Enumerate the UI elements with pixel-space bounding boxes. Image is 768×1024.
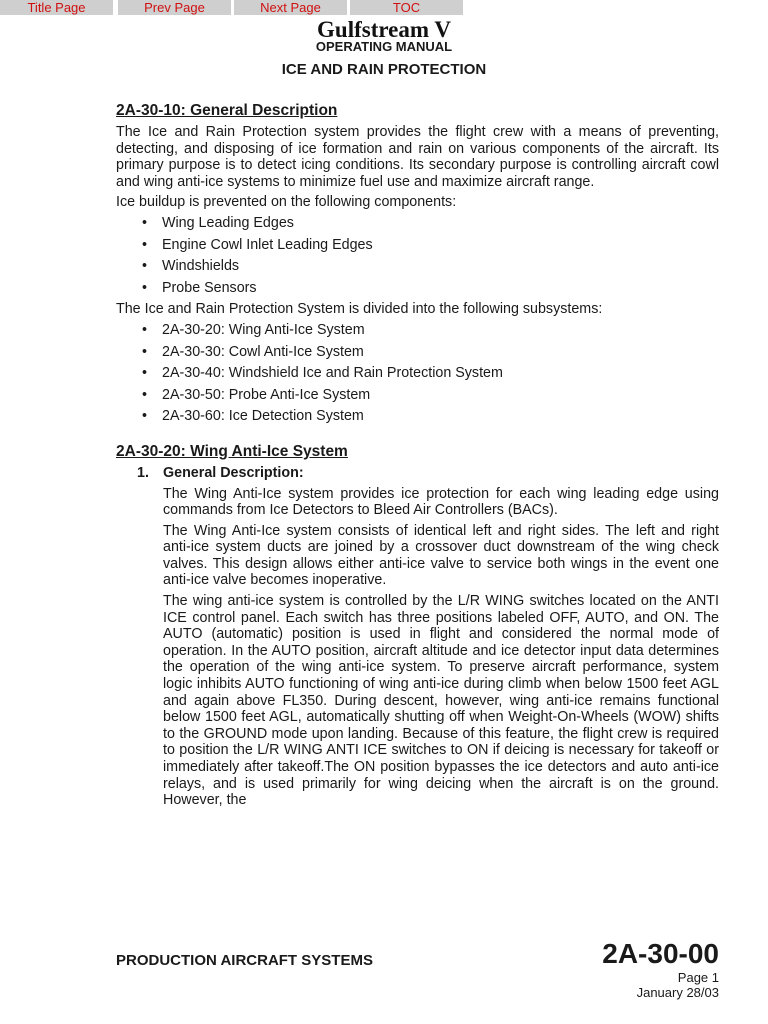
footer-page-info [637,970,719,1000]
list-item [142,344,719,361]
section-heading-wing-anti-ice: 2A-30-20: Wing Anti-Ice System [116,442,348,460]
prev-page-button[interactable]: Prev Page [118,0,232,15]
list-item-text: Wing Leading Edges [162,214,294,231]
components-list [116,215,719,296]
list-item-text: Engine Cowl Inlet Leading Edges [162,236,373,253]
list-item [142,280,719,297]
page-number: Page 1 [677,970,719,985]
paragraph: Ice buildup is prevented on the following components: [116,194,457,211]
list-item [142,408,719,425]
subsection-heading [137,465,719,482]
list-item-text: 2A-30-40: Windshield Ice and Rain Protection System [162,365,503,382]
subsection-number: 1. [137,464,149,481]
list-item-text: Probe Sensors [162,279,257,296]
next-page-button[interactable]: Next Page [234,0,348,15]
title-page-button[interactable]: Title Page [0,0,114,15]
section-heading-general-description: 2A-30-10: General Description [116,102,338,119]
list-item-text: 2A-30-20: Wing Anti-Ice System [162,321,365,338]
bullet-icon: • [142,343,148,360]
chapter-title: ICE AND RAIN PROTECTION [281,61,487,78]
list-item [142,387,719,404]
bullet-icon: • [142,214,148,231]
list-item-text: Windshields [162,258,240,275]
bullet-icon: • [142,321,148,338]
list-item-text: 2A-30-60: Ice Detection System [162,408,364,425]
brand-logo: Gulfstream V [317,17,451,42]
bullet-icon: • [142,408,148,425]
list-item [142,237,719,254]
paragraph: The Wing Anti-Ice system provides ice protection for each wing leading edge using commands from Ice Detectors to Bleed Air Controllers (BACs). [163,485,719,519]
bullet-icon: • [142,279,148,296]
subsection-title: General Description: [163,464,304,481]
paragraph: The Wing Anti-Ice system consists of identical left and right sides. The left and right anti-ice system ducts are joined by a crossover duct downstream of the wing check valves. This design allows either anti-ice valve to service both wings in the event one anti-ice valve becomes inoperative. [163,522,719,589]
footer-section-code: 2A-30-00 [602,938,719,969]
navigation-bar [0,0,768,15]
bullet-icon: • [142,258,148,275]
paragraph: The wing anti-ice system is controlled by the L/R WING switches located on the ANTI ICE control panel. Each switch has three positions labeled OFF, AUTO, and ON. The AUTO (automatic) position is used in flight and considered the normal mode of operation. In the AUTO position, aircraft altitude and ice detector input data determines the operation of the wing anti-ice system. To preserve aircraft performance, system logic inhibits AUTO functioning of wing anti-ice during climb when below 1500 feet AGL and again above FL350. During descent, however, wing anti-ice remains functional below 1500 feet AGL, automatically shutting off when Weight-On-Wheels (WOW) shifts to the GROUND mode upon landing. Because of this feature, the flight crew is required to position the L/R WING ANTI ICE switches to ON if deicing is necessary for takeoff or immediately after takeoff.The ON position bypasses the ice detectors and auto anti-ice relays, and is used primarily for wing deicing when the aircraft is on the ground. However, the [163,593,719,809]
toc-button[interactable]: TOC [350,0,464,15]
list-item [142,215,719,232]
list-item-text: 2A-30-30: Cowl Anti-Ice System [162,343,364,360]
footer-system-label: PRODUCTION AIRCRAFT SYSTEMS [116,952,373,969]
bullet-icon: • [142,365,148,382]
list-item-text: 2A-30-50: Probe Anti-Ice System [162,386,371,403]
list-item [142,258,719,275]
paragraph: The Ice and Rain Protection system provides the flight crew with a means of preventing, detecting, and disposing of ice formation and rain on various components of the aircraft. Its primary purpose is to detect icing conditions. Its secondary purpose is controlling aircraft cowl and wing anti-ice systems to minimize fuel use and maximize aircraft range. [116,124,719,190]
revision-date: January 28/03 [636,985,719,1000]
list-item [142,365,719,382]
bullet-icon: • [142,386,148,403]
paragraph: The Ice and Rain Protection System is divided into the following subsystems: [116,301,603,318]
bullet-icon: • [142,236,148,253]
subsystems-list [116,322,719,425]
manual-title: OPERATING MANUAL [315,39,453,54]
list-item [142,322,719,339]
document-body [116,102,719,813]
